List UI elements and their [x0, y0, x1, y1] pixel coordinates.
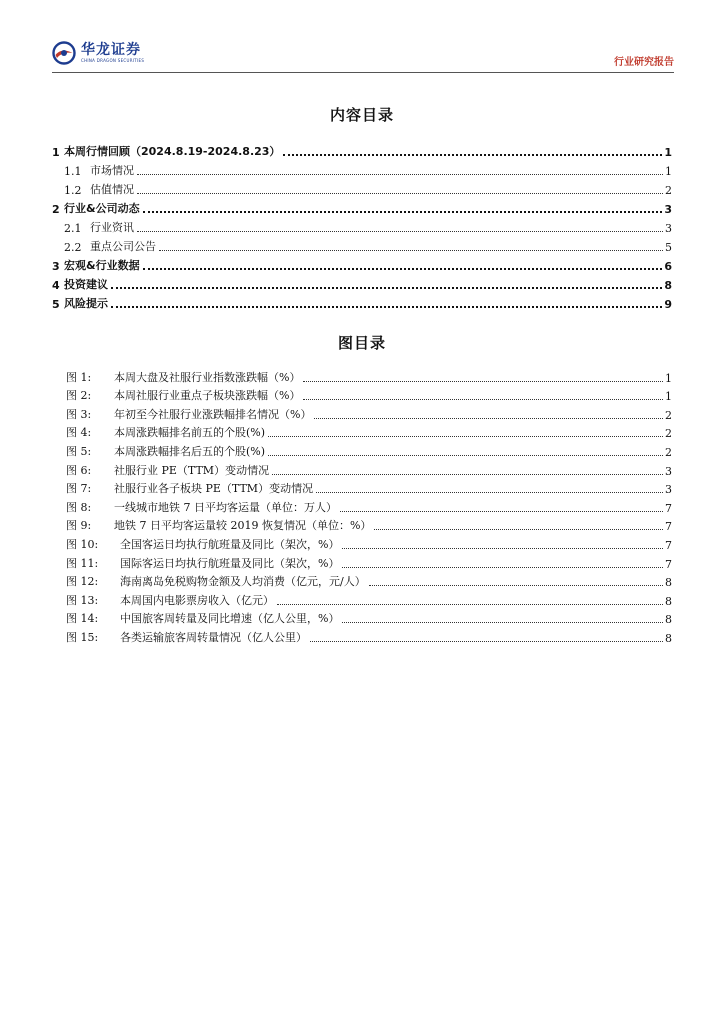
- toc-entry-page: 3: [665, 222, 672, 235]
- figure-entry-page: 7: [665, 557, 672, 571]
- figure-entry-page: 1: [665, 371, 672, 385]
- dot-leader: [342, 622, 663, 623]
- toc-entry-page: 6: [664, 260, 672, 273]
- page-header: [52, 40, 674, 73]
- toc-entry-number: 2: [52, 203, 60, 216]
- dot-leader: [303, 381, 663, 382]
- figure-entry-page: 8: [665, 631, 672, 645]
- toc-entry-label: 估值情况: [90, 183, 134, 196]
- toc-entry-number: 1: [52, 146, 60, 159]
- toc-entry-number: 4: [52, 279, 60, 292]
- figure-entry-page: 8: [665, 613, 672, 627]
- dot-leader: [303, 399, 663, 400]
- dot-leader: [340, 511, 663, 512]
- figure-entry-number: 图 7:: [66, 482, 92, 496]
- figure-entry-label: 本周国内电影票房收入（亿元）: [120, 593, 274, 607]
- dot-leader: [277, 604, 663, 605]
- dot-leader: [111, 287, 662, 289]
- figure-entry-number: 图 11:: [66, 556, 99, 570]
- dot-leader: [268, 455, 663, 456]
- brand-name: 华龙证券: [81, 42, 141, 58]
- figure-entry-label: 地铁 7 日平均客运量较 2019 恢复情况（单位：%）: [114, 519, 372, 533]
- toc-entry-page: 2: [665, 184, 672, 197]
- figure-entry-label: 社服行业各子板块 PE（TTM）变动情况: [114, 482, 314, 496]
- figure-entry-page: 8: [665, 594, 672, 608]
- toc-entry-label: 本周行情回顾（2024.8.19-2024.8.23）: [64, 145, 281, 158]
- figure-entry-page: 1: [665, 390, 672, 404]
- toc-entry-page: 1: [664, 146, 672, 159]
- toc-entry-label: 宏观&行业数据: [64, 259, 140, 272]
- toc-entry-label: 市场情况: [90, 164, 134, 177]
- toc-entry-page: 5: [665, 241, 672, 254]
- toc-entry[interactable]: [52, 140, 672, 159]
- toc-entry-label: 投资建议: [64, 278, 108, 291]
- figure-entry[interactable]: [66, 608, 672, 627]
- figure-entry-label: 各类运输旅客周转量情况（亿人公里）: [120, 630, 307, 644]
- figure-entry-label: 中国旅客周转量及同比增速（亿人公里，%）: [120, 612, 340, 626]
- figure-entry-number: 图 8:: [66, 500, 92, 514]
- figure-entry-label: 一线城市地铁 7 日平均客运量（单位：万人）: [114, 500, 337, 514]
- figure-entry-number: 图 13:: [66, 593, 99, 607]
- toc-entry-page: 3: [664, 203, 672, 216]
- dot-leader: [268, 436, 663, 437]
- figure-entry[interactable]: [66, 459, 672, 478]
- figure-entry-number: 图 15:: [66, 630, 99, 644]
- figure-entry-number: 图 12:: [66, 575, 99, 589]
- toc-entry-number: 1.2: [64, 184, 82, 197]
- toc-entry[interactable]: [52, 254, 672, 273]
- dot-leader: [143, 211, 663, 213]
- table-of-contents: [52, 140, 672, 311]
- figure-entry[interactable]: [66, 571, 672, 590]
- dot-leader: [310, 641, 663, 642]
- toc-entry-label: 重点公司公告: [90, 240, 156, 253]
- figure-entry[interactable]: [66, 385, 672, 404]
- brand-logo: [52, 41, 144, 65]
- toc-entry-page: 1: [665, 165, 672, 178]
- toc-title: 内容目录: [329, 106, 394, 124]
- toc-entry-number: 5: [52, 298, 60, 311]
- figure-entry[interactable]: [66, 478, 672, 497]
- toc-entry[interactable]: [52, 235, 672, 254]
- toc-entry[interactable]: [52, 292, 672, 311]
- dragon-logo-icon: [52, 41, 76, 65]
- figure-entry[interactable]: [66, 366, 672, 385]
- figure-entry-label: 海南离岛免税购物金额及人均消费（亿元，元/人）: [120, 575, 366, 589]
- toc-entry[interactable]: [52, 159, 672, 178]
- brand-name-en: CHINA DRAGON SECURITIES: [81, 58, 145, 63]
- figure-entry[interactable]: [66, 515, 672, 534]
- figure-entry-page: 7: [665, 538, 672, 552]
- figure-entry-number: 图 2:: [66, 389, 92, 403]
- figure-entry-number: 图 9:: [66, 519, 92, 533]
- figure-entry-page: 7: [665, 520, 672, 534]
- dot-leader: [272, 474, 663, 475]
- dot-leader: [316, 492, 663, 493]
- figure-entry-page: 7: [665, 501, 672, 515]
- toc-entry-label: 风险提示: [64, 297, 108, 310]
- toc-entry-number: 1.1: [64, 165, 82, 178]
- figure-entry[interactable]: [66, 626, 672, 645]
- toc-entry-number: 2.1: [64, 222, 82, 235]
- figure-entry-label: 社服行业 PE（TTM）变动情况: [114, 463, 270, 477]
- figure-entry-number: 图 14:: [66, 612, 99, 626]
- dot-leader: [137, 231, 663, 232]
- figure-entry[interactable]: [66, 496, 672, 515]
- toc-entry-page: 8: [664, 279, 672, 292]
- figure-entry-number: 图 6:: [66, 463, 92, 477]
- figure-entry-label: 全国客运日均执行航班量及同比（架次，%）: [120, 537, 340, 551]
- dot-leader: [374, 529, 663, 530]
- dot-leader: [159, 250, 663, 251]
- dot-leader: [342, 567, 663, 568]
- figure-entry-label: 年初至今社服行业涨跌幅排名情况（%）: [114, 407, 312, 421]
- dot-leader: [314, 418, 663, 419]
- dot-leader: [137, 174, 663, 175]
- figure-entry-label: 国际客运日均执行航班量及同比（架次，%）: [120, 556, 340, 570]
- figure-entry-page: 8: [665, 576, 672, 590]
- figure-entry[interactable]: [66, 440, 672, 459]
- dot-leader: [143, 268, 663, 270]
- figure-entry-label: 本周涨跌幅排名前五的个股(%): [114, 426, 266, 440]
- report-type-label: 行业研究报告: [614, 57, 674, 68]
- figure-entry-number: 图 10:: [66, 537, 99, 551]
- toc-entry-page: 9: [664, 298, 672, 311]
- figure-entry-page: 2: [665, 427, 672, 441]
- figure-entry[interactable]: [66, 589, 672, 608]
- figure-list: [66, 366, 672, 645]
- toc-entry-label: 行业&公司动态: [64, 202, 140, 215]
- figure-entry-label: 本周社服行业重点子板块涨跌幅（%）: [114, 389, 301, 403]
- toc-entry[interactable]: [52, 273, 672, 292]
- dot-leader: [137, 193, 663, 194]
- figure-entry-page: 2: [665, 445, 672, 459]
- figure-entry-number: 图 1:: [66, 370, 92, 384]
- figures-title: 图目录: [337, 334, 386, 352]
- figure-entry[interactable]: [66, 403, 672, 422]
- figure-entry[interactable]: [66, 533, 672, 552]
- toc-entry[interactable]: [52, 216, 672, 235]
- dot-leader: [283, 154, 662, 156]
- figure-entry-number: 图 3:: [66, 407, 92, 421]
- toc-entry-label: 行业资讯: [90, 221, 134, 234]
- toc-entry[interactable]: [52, 197, 672, 216]
- figure-entry-number: 图 5:: [66, 444, 92, 458]
- dot-leader: [369, 585, 663, 586]
- toc-entry[interactable]: [52, 178, 672, 197]
- figure-entry-label: 本周大盘及社服行业指数涨跌幅（%）: [114, 370, 301, 384]
- figure-entry-label: 本周涨跌幅排名后五的个股(%): [114, 444, 266, 458]
- figure-entry-number: 图 4:: [66, 426, 92, 440]
- figure-entry-page: 3: [665, 483, 672, 497]
- figure-entry-page: 2: [665, 408, 672, 422]
- dot-leader: [342, 548, 663, 549]
- figure-entry[interactable]: [66, 552, 672, 571]
- toc-entry-number: 2.2: [64, 241, 82, 254]
- toc-entry-number: 3: [52, 260, 60, 273]
- figure-entry[interactable]: [66, 422, 672, 441]
- dot-leader: [111, 306, 662, 308]
- figure-entry-page: 3: [665, 464, 672, 478]
